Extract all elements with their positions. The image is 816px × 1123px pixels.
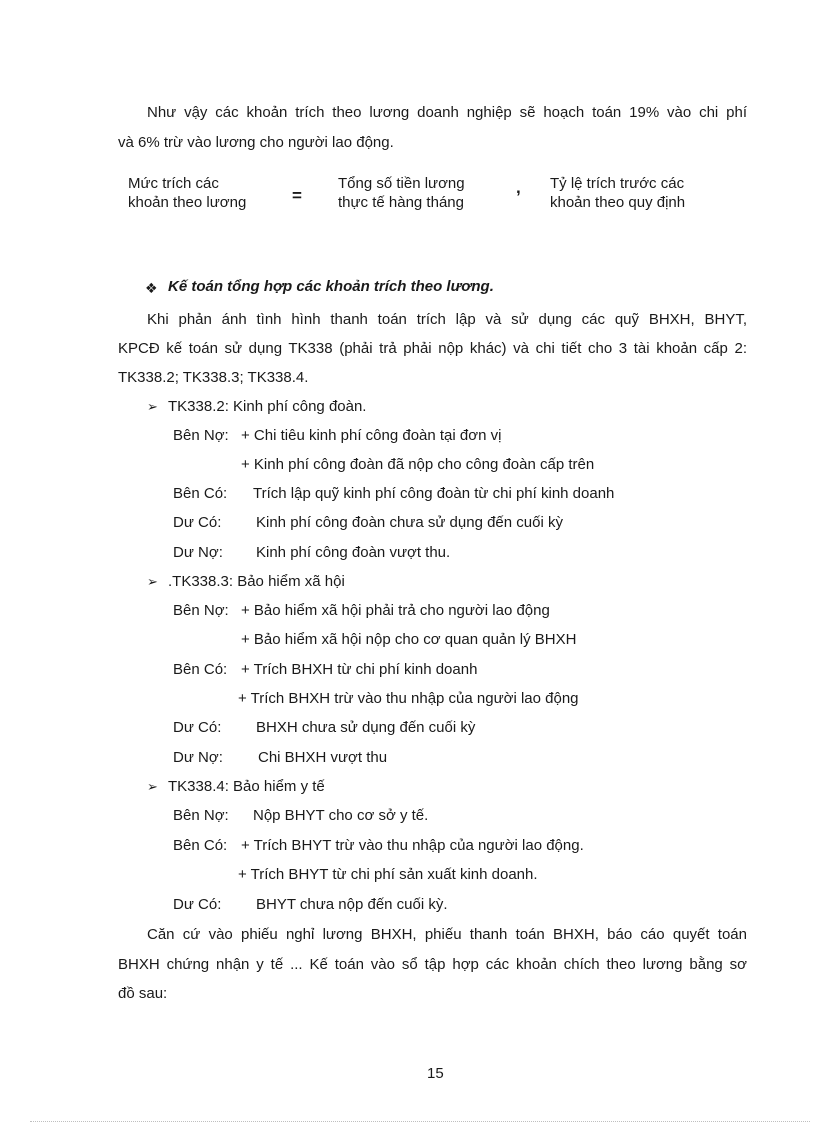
tk3382-title: TK338.2: Kinh phí công đoàn. xyxy=(168,398,367,415)
formula-separator: , xyxy=(516,178,521,197)
formula-left-line-2: khoản theo lương xyxy=(128,194,247,211)
tk3384-du-co-1: BHYT chưa nộp đến cuối kỳ. xyxy=(256,896,448,913)
arrow-bullet-icon: ➢ xyxy=(147,399,158,414)
formula-equals: = xyxy=(292,186,302,205)
tk3382-ben-co-label: Bên Có: xyxy=(173,485,228,502)
formula-middle-line-1: Tổng số tiền lương xyxy=(338,175,465,192)
tk3383-title: .TK338.3: Bảo hiểm xã hội xyxy=(168,573,345,590)
formula-middle xyxy=(338,174,465,212)
tk3382-ben-no-1: + Chi tiêu kinh phí công đoàn tại đơn vị xyxy=(241,427,502,444)
formula-middle-line-2: thực tế hàng tháng xyxy=(338,194,464,211)
tk3382-ben-no-label: Bên Nợ: xyxy=(173,427,229,444)
tk3384-ben-co-2: + Trích BHYT từ chi phí sản xuất kinh doanh. xyxy=(238,866,538,883)
tk3384-ben-co-1: + Trích BHYT trừ vào thu nhập của người lao động. xyxy=(241,837,584,854)
tk3383-ben-co-2: + Trích BHXH trừ vào thu nhập của người lao động xyxy=(238,690,579,707)
tk3384-ben-no-label: Bên Nợ: xyxy=(173,807,229,824)
diamond-bullet-icon: ❖ xyxy=(145,280,158,296)
arrow-bullet-icon: ➢ xyxy=(147,779,158,794)
intro-line-1: Như vậy các khoản trích theo lương doanh nghiệp sẽ hoạch toán 19% vào chi phí xyxy=(147,104,747,121)
tk3384-du-co-label: Dư Có: xyxy=(173,896,222,913)
para2-line-1: Căn cứ vào phiếu nghỉ lương BHXH, phiếu thanh toán BHXH, báo cáo quyết toán xyxy=(147,926,747,943)
tk3382-du-no-label: Dư Nợ: xyxy=(173,544,223,561)
tk3384-title: TK338.4: Bảo hiểm y tế xyxy=(168,778,325,795)
tk3383-du-no-1: Chi BHXH vượt thu xyxy=(258,749,388,766)
tk3383-ben-no-1: + Bảo hiểm xã hội phải trả cho người lao động xyxy=(241,602,550,619)
formula-right-line-2: khoản theo quy định xyxy=(550,194,686,211)
intro-line-2: và 6% trừ vào lương cho người lao động. xyxy=(118,134,394,151)
tk3383-du-no-label: Dư Nợ: xyxy=(173,749,223,766)
tk3383-ben-no-label: Bên Nợ: xyxy=(173,602,229,619)
page-number: 15 xyxy=(427,1065,444,1082)
tk3384-ben-no-1: Nộp BHYT cho cơ sở y tế. xyxy=(253,807,429,824)
tk3384-ben-co-label: Bên Có: xyxy=(173,837,228,854)
para1-line-3: TK338.2; TK338.3; TK338.4. xyxy=(118,369,309,386)
tk3382-du-co-1: Kinh phí công đoàn chưa sử dụng đến cuối kỳ xyxy=(256,514,563,531)
tk3383-ben-no-2: + Bảo hiểm xã hội nộp cho cơ quan quản lý BHXH xyxy=(241,631,577,648)
para2-line-2: BHXH chứng nhận y tế ... Kế toán vào sổ tập hợp các khoản chích theo lương bằng sơ xyxy=(118,956,747,973)
tk3382-ben-no-2: + Kinh phí công đoàn đã nộp cho công đoàn cấp trên xyxy=(241,456,595,473)
tk3383-ben-co-1: + Trích BHXH từ chi phí kinh doanh xyxy=(241,661,478,678)
tk3383-du-co-1: BHXH chưa sử dụng đến cuối kỳ xyxy=(256,719,476,736)
tk3382-du-co-label: Dư Có: xyxy=(173,514,222,531)
formula-left xyxy=(128,174,246,212)
para1-line-1: Khi phản ánh tình hình thanh toán trích lập và sử dụng các quỹ BHXH, BHYT, xyxy=(147,311,747,328)
tk3383-ben-co-label: Bên Có: xyxy=(173,661,228,678)
formula-right xyxy=(550,174,685,212)
formula-right-line-1: Tỷ lệ trích trước các xyxy=(550,175,685,192)
arrow-bullet-icon: ➢ xyxy=(147,574,158,589)
page-bottom-divider xyxy=(30,1121,810,1122)
tk3382-du-no-1: Kinh phí công đoàn vượt thu. xyxy=(256,544,451,561)
tk3382-ben-co-1: Trích lập quỹ kinh phí công đoàn từ chi phí kinh doanh xyxy=(253,485,615,502)
para1-line-2: KPCĐ kế toán sử dụng TK338 (phải trả phải nộp khác) và chi tiết cho 3 tài khoản cấp 2: xyxy=(118,340,747,357)
tk3383-du-co-label: Dư Có: xyxy=(173,719,222,736)
para2-line-3: đồ sau: xyxy=(118,985,168,1002)
formula-left-line-1: Mức trích các xyxy=(128,175,219,192)
section-heading: Kế toán tổng hợp các khoản trích theo lương. xyxy=(168,278,494,295)
